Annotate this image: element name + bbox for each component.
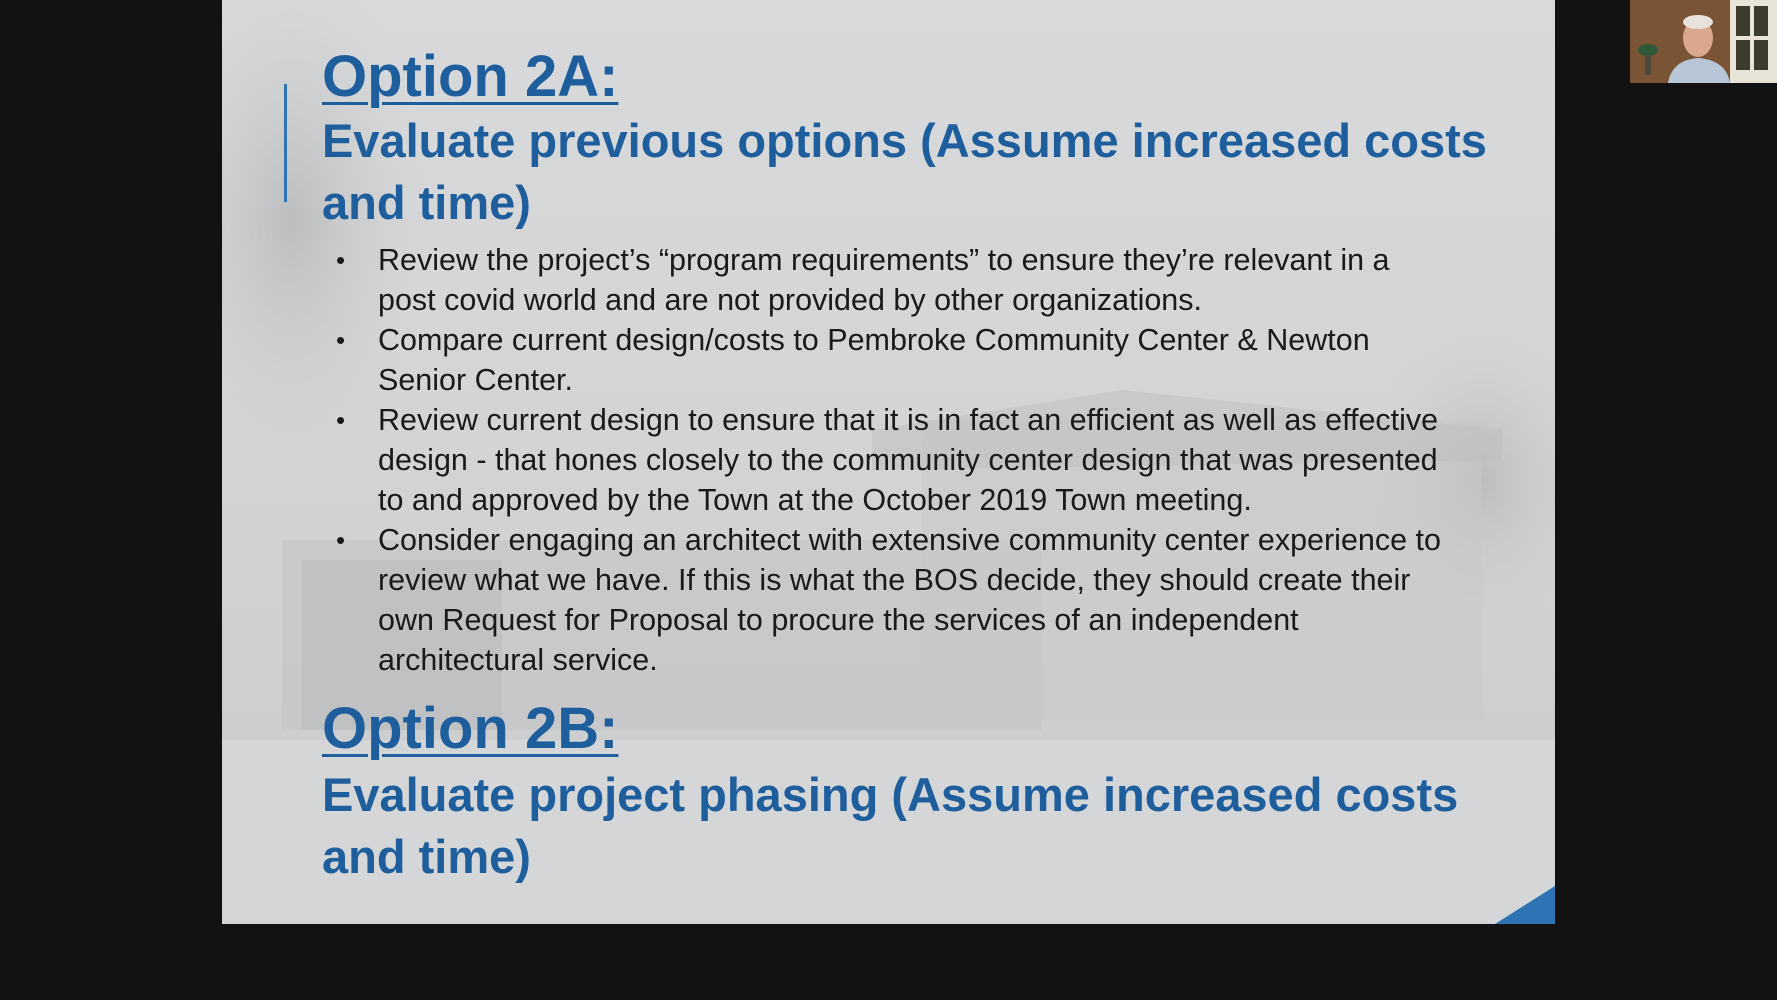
bullet-text: Consider engaging an architect with extensive community center experience to review what we have. If this is what the BOS decide, they should create their own Request for Proposal to procure the services of an independent architectural service. bbox=[378, 523, 1441, 677]
slide-corner-accent bbox=[1495, 886, 1555, 924]
option-2b-subtitle: Evaluate project phasing (Assume increased costs and time) bbox=[322, 768, 1459, 883]
bullet-dot-icon: • bbox=[336, 325, 346, 355]
participant-video-thumbnail[interactable] bbox=[1630, 0, 1777, 83]
list-item bbox=[322, 520, 1442, 680]
slide-content bbox=[322, 44, 1522, 888]
title-accent-bar bbox=[284, 84, 287, 202]
presentation-slide bbox=[222, 0, 1555, 924]
bullet-dot-icon: • bbox=[336, 525, 346, 555]
bullet-text: Compare current design/costs to Pembroke Community Center & Newton Senior Center. bbox=[378, 323, 1370, 397]
bullet-dot-icon: • bbox=[336, 245, 346, 275]
list-item bbox=[322, 240, 1442, 320]
bullet-text: Review the project’s “program requirements” to ensure they’re relevant in a post covid world and are not provided by other organizations. bbox=[378, 243, 1390, 317]
list-item bbox=[322, 400, 1442, 520]
list-item bbox=[322, 320, 1442, 400]
option-2a-title: Option 2A: bbox=[322, 44, 619, 109]
bullet-dot-icon: • bbox=[336, 405, 346, 435]
participant-video-frame bbox=[1630, 0, 1777, 83]
bullet-text: Review current design to ensure that it is in fact an efficient as well as effective design - that hones closely to the community center design that was presented to and approved by the Town at the October 2019 Town meeting. bbox=[378, 403, 1439, 517]
option-2a-subtitle: Evaluate previous options (Assume increased costs and time) bbox=[322, 114, 1487, 229]
option-2b-title: Option 2B: bbox=[322, 696, 619, 761]
option-2a-bullet-list bbox=[322, 240, 1442, 680]
